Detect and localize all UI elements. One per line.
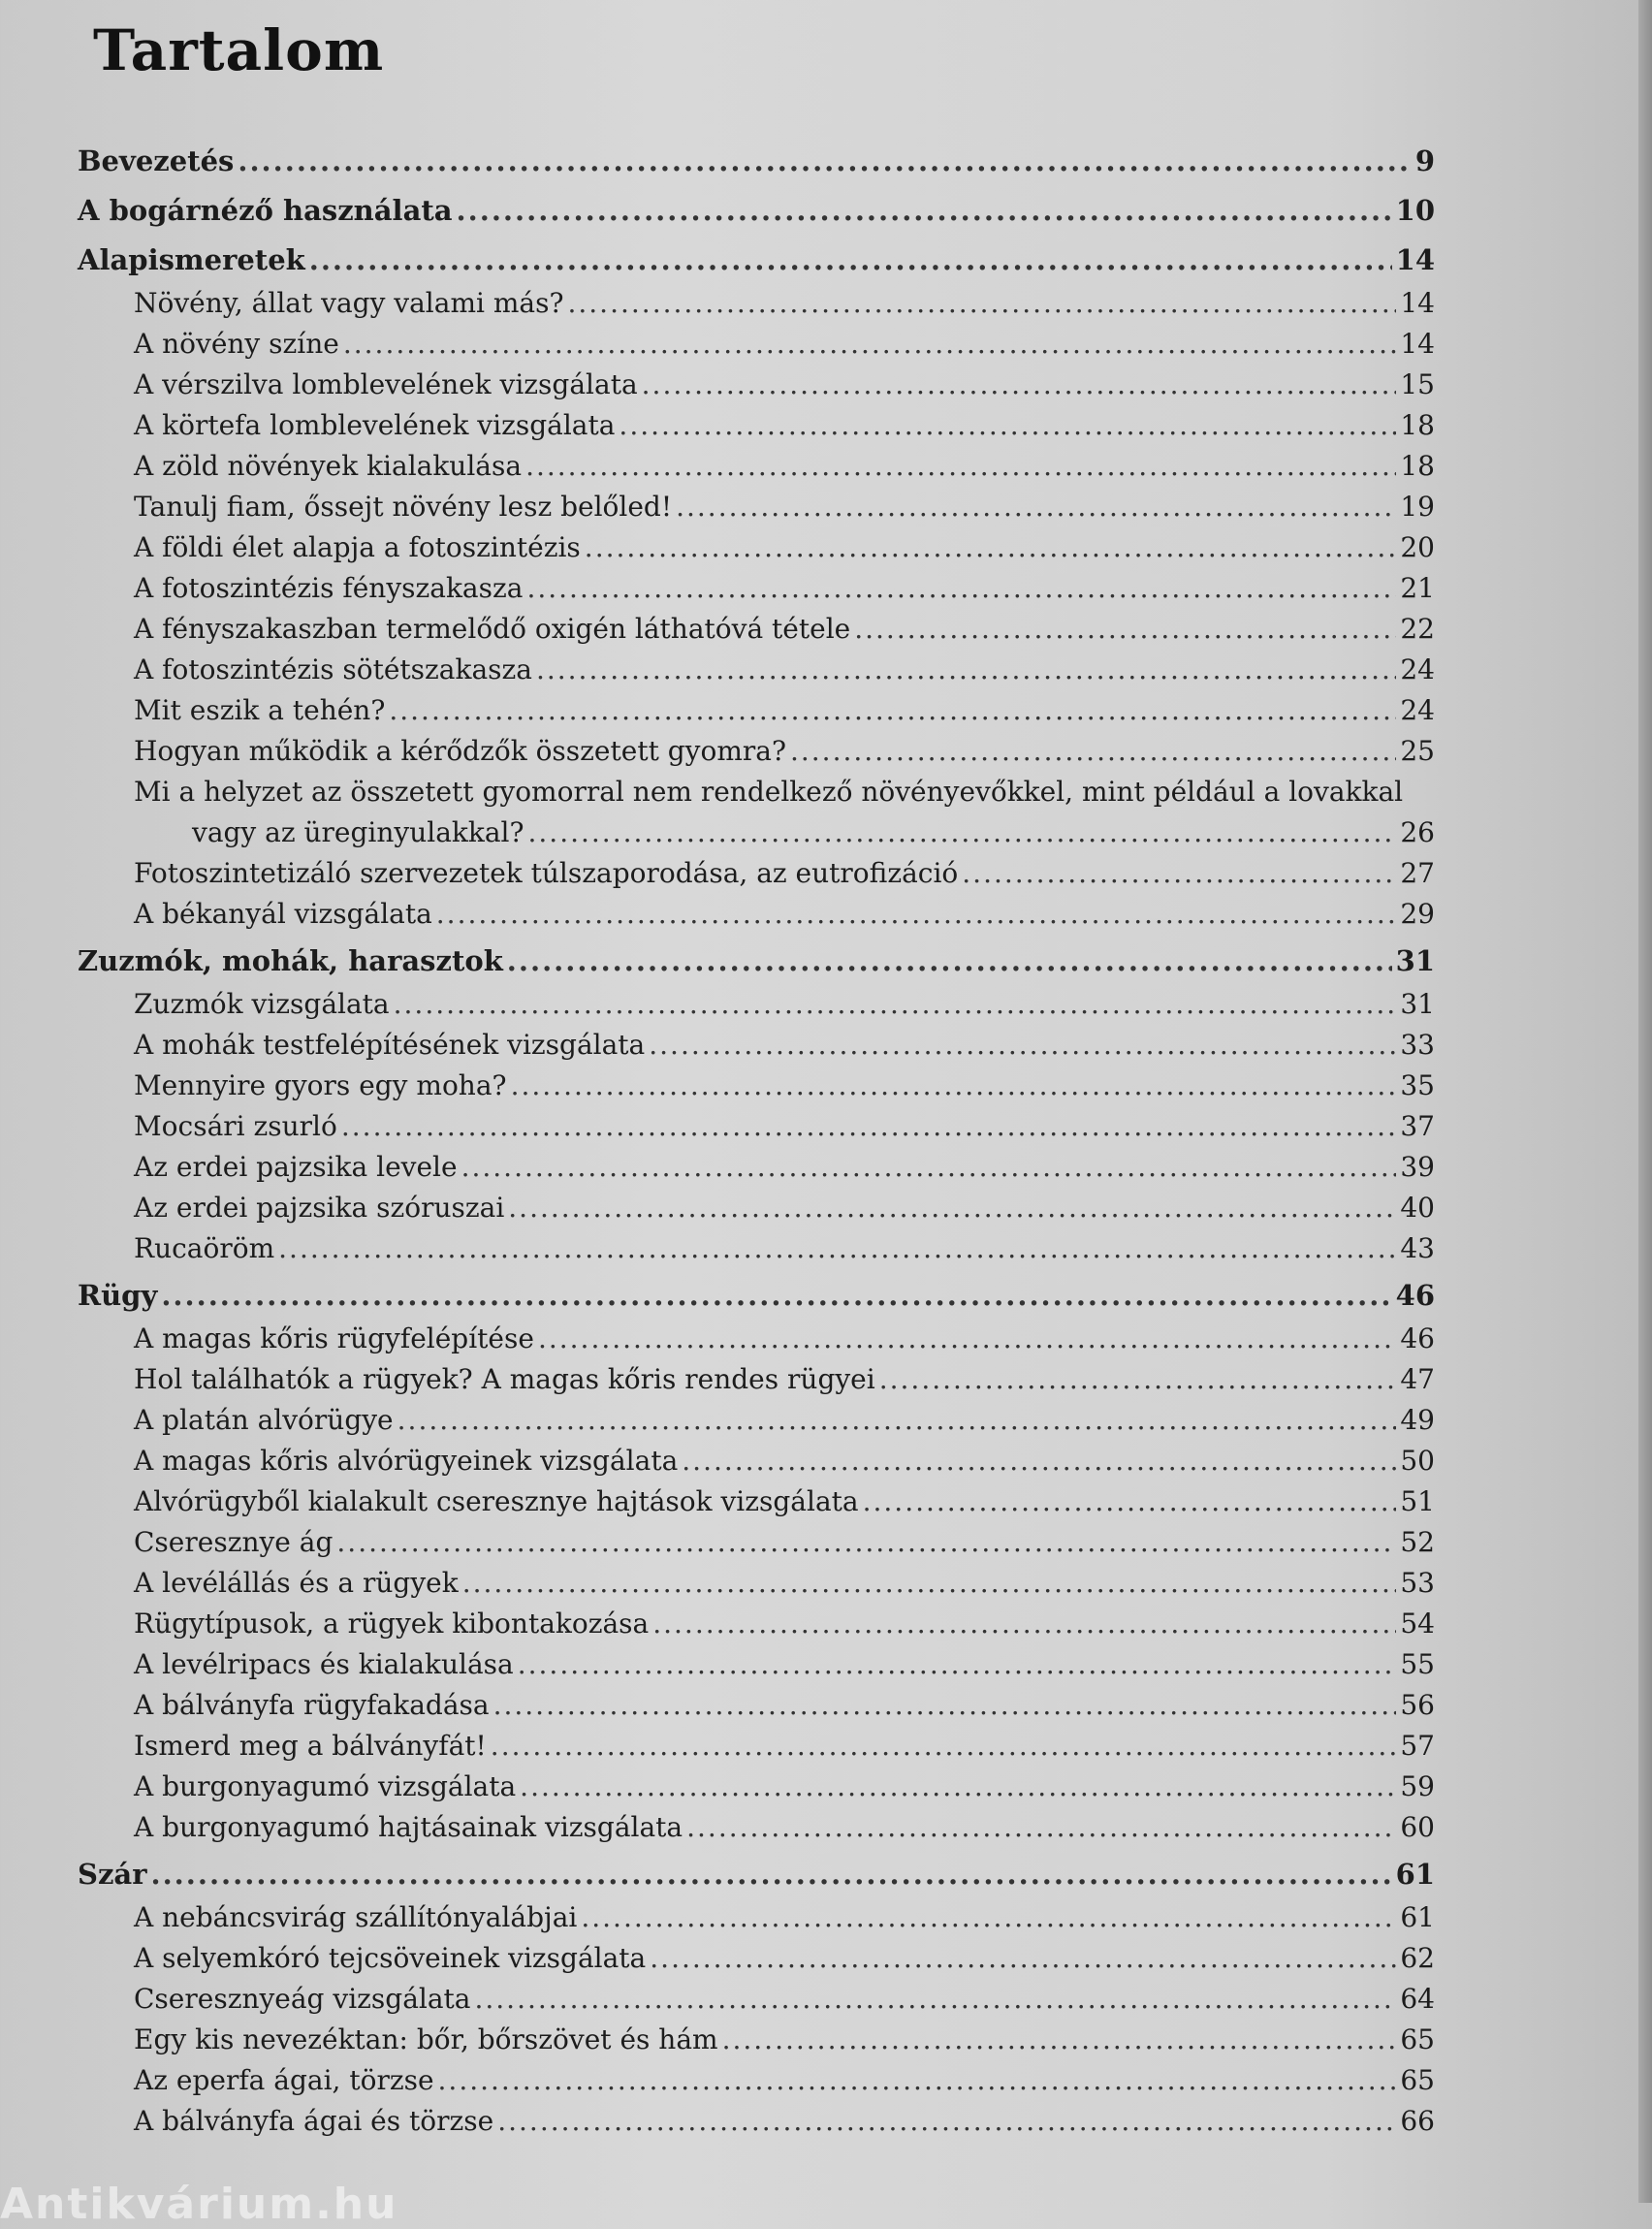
dot-leader <box>461 1148 1397 1187</box>
toc-page-number: 21 <box>1400 572 1435 604</box>
toc-entry-label: A nebáncsvirág szállítónyalábjai <box>134 1901 578 1933</box>
toc-entry-label: A bálványfa rügyfakadása <box>134 1689 490 1721</box>
dot-leader <box>528 813 1397 852</box>
toc-entry-label: A magas kőris alvórügyeinek vizsgálata <box>134 1445 679 1477</box>
toc-entry-label: Egy kis nevezéktan: bőr, bőrszövet és hám <box>134 2023 718 2055</box>
toc-page-number: 14 <box>1400 328 1435 360</box>
toc-page-number: 50 <box>1400 1445 1435 1477</box>
toc-entry-label: Rucaöröm <box>134 1232 275 1264</box>
toc-page-number: 18 <box>1400 409 1435 441</box>
toc-page-number: 66 <box>1400 2105 1435 2137</box>
toc-entry <box>78 406 1435 447</box>
toc-entry <box>78 1107 1435 1148</box>
toc-entry-label: Mit eszik a tehén? <box>134 694 386 726</box>
toc-entry-label: Az erdei pajzsika szóruszai <box>134 1192 505 1224</box>
toc-entry <box>78 1605 1435 1645</box>
dot-leader <box>567 284 1396 323</box>
toc-entry <box>78 985 1435 1026</box>
toc-entry-label: A fotoszintézis fényszakasza <box>134 572 524 604</box>
toc-page-number: 60 <box>1400 1811 1435 1843</box>
toc-page-number: 43 <box>1400 1232 1435 1264</box>
dot-leader <box>649 1026 1396 1065</box>
toc-section <box>78 1272 1435 1320</box>
toc-section-label: Bevezetés <box>78 144 235 177</box>
toc-entry-label: Ismerd meg a bálványfát! <box>134 1730 487 1762</box>
toc-page-number: 52 <box>1400 1526 1435 1558</box>
toc-entry-label: A körtefa lomblevelének vizsgálata <box>134 409 616 441</box>
toc-entry-label: Az eperfa ágai, törzse <box>134 2064 434 2096</box>
dot-leader <box>686 1808 1396 1847</box>
toc-entry <box>78 1980 1435 2021</box>
toc-entry <box>78 1808 1435 1849</box>
toc-entry-label: A fotoszintézis sötétszakasza <box>134 653 532 685</box>
dot-leader <box>682 1442 1396 1481</box>
toc-entry-label: Rügytípusok, a rügyek kibontakozása <box>134 1608 650 1640</box>
toc-page-number: 61 <box>1400 1901 1435 1933</box>
toc-entry-continuation <box>134 813 1435 854</box>
dot-leader <box>497 2102 1396 2141</box>
toc-entry-label: Hogyan működik a kérődzők összetett gyomra? <box>134 735 786 767</box>
toc-page-number: 59 <box>1400 1770 1435 1802</box>
dot-leader <box>343 325 1397 364</box>
toc-page-number: 57 <box>1400 1730 1435 1762</box>
toc-entry-multiline <box>78 773 1435 854</box>
toc-entry-label: Alvórügyből kialakult cseresznye hajtások vizsgálata <box>134 1485 859 1517</box>
dot-leader <box>474 1980 1396 2019</box>
toc-entry <box>78 1401 1435 1442</box>
toc-entry <box>78 325 1435 366</box>
toc-entry <box>78 2061 1435 2102</box>
dot-leader <box>491 1727 1397 1766</box>
dot-leader <box>397 1401 1397 1440</box>
page-title: Tartalom <box>93 17 385 83</box>
toc-entry <box>78 569 1435 610</box>
toc-section <box>78 938 1435 985</box>
toc-entry <box>78 1686 1435 1727</box>
toc-page-number: 65 <box>1400 2023 1435 2055</box>
toc-page-number: 31 <box>1400 988 1435 1020</box>
toc-entry <box>78 1767 1435 1808</box>
dot-leader <box>457 187 1392 235</box>
toc-section <box>78 138 1435 185</box>
toc-page-number: 47 <box>1400 1363 1435 1395</box>
toc-page-number: 61 <box>1395 1858 1435 1891</box>
toc-entry-label: Cseresznyeág vizsgálata <box>134 1983 471 2015</box>
toc-entry-label: Mennyire gyors egy moha? <box>134 1069 507 1101</box>
toc-entry <box>78 1026 1435 1067</box>
toc-entry <box>78 1148 1435 1189</box>
toc-entry-label-line2: vagy az üreginyulakkal? <box>192 816 524 848</box>
toc-entry <box>78 488 1435 528</box>
toc-page-number: 46 <box>1395 1279 1435 1312</box>
dot-leader <box>508 1189 1396 1227</box>
watermark: Antikvárium.hu <box>0 2180 398 2229</box>
toc-section <box>78 187 1435 235</box>
toc-entry <box>78 691 1435 732</box>
toc-entry-label: Növény, állat vagy valami más? <box>134 287 564 319</box>
toc-page-number: 25 <box>1400 735 1435 767</box>
dot-leader <box>863 1482 1397 1521</box>
toc-page-number: 24 <box>1400 653 1435 685</box>
toc-section <box>78 237 1435 284</box>
toc-entry-label: A burgonyagumó hajtásainak vizsgálata <box>134 1811 683 1843</box>
toc-entry <box>78 366 1435 406</box>
toc-page-number: 37 <box>1400 1110 1435 1142</box>
dot-leader <box>879 1360 1397 1399</box>
toc-entry <box>78 528 1435 569</box>
toc-entry <box>78 1523 1435 1564</box>
toc-entry <box>78 1727 1435 1767</box>
dot-leader <box>652 1605 1396 1643</box>
dot-leader <box>436 895 1397 934</box>
toc-page-number: 24 <box>1400 694 1435 726</box>
toc-entry <box>78 610 1435 651</box>
dot-leader <box>389 691 1396 730</box>
toc-entry <box>78 854 1435 895</box>
toc-entry <box>78 1189 1435 1229</box>
dot-leader <box>309 237 1392 284</box>
page-edge-shadow <box>1638 0 1652 2203</box>
toc-entry-label: A bálványfa ágai és törzse <box>134 2105 494 2137</box>
toc-entry-label: A burgonyagumó vizsgálata <box>134 1770 517 1802</box>
toc-section-label: Zuzmók, mohák, harasztok <box>78 944 503 977</box>
dot-leader <box>520 1767 1396 1806</box>
toc-entry-label: Mocsári zsurló <box>134 1110 337 1142</box>
toc-page-number: 40 <box>1400 1192 1435 1224</box>
toc-entry <box>78 1564 1435 1605</box>
toc-section-label: A bogárnéző használata <box>78 194 453 227</box>
dot-leader <box>525 447 1396 486</box>
toc-page-number: 19 <box>1400 491 1435 523</box>
toc-section-label: Rügy <box>78 1279 158 1312</box>
toc-page-number: 26 <box>1400 816 1435 848</box>
dot-leader <box>336 1523 1396 1562</box>
toc-page-number: 35 <box>1400 1069 1435 1101</box>
toc-page-number: 33 <box>1400 1029 1435 1061</box>
toc-page-number: 46 <box>1400 1322 1435 1354</box>
toc-section-label: Szár <box>78 1858 147 1891</box>
toc-entry <box>78 732 1435 773</box>
toc-section <box>78 1851 1435 1898</box>
dot-leader <box>341 1107 1396 1146</box>
dot-leader <box>526 569 1396 608</box>
dot-leader <box>150 1851 1391 1898</box>
dot-leader <box>722 2021 1397 2059</box>
toc-page-number: 62 <box>1400 1942 1435 1974</box>
toc-entry <box>78 1320 1435 1360</box>
toc-page-number: 14 <box>1395 243 1435 276</box>
toc-entry-label: A platán alvórügye <box>134 1404 394 1436</box>
toc-entry <box>78 1898 1435 1939</box>
dot-leader <box>536 651 1396 689</box>
toc-entry-label: A magas kőris rügyfelépítése <box>134 1322 534 1354</box>
toc-entry-label: A mohák testfelépítésének vizsgálata <box>134 1029 646 1061</box>
toc-page-number: 49 <box>1400 1404 1435 1436</box>
dot-leader <box>585 528 1397 567</box>
toc-entry-label: A békanyál vizsgálata <box>134 898 432 930</box>
dot-leader <box>438 2061 1397 2100</box>
toc-page-number: 53 <box>1400 1567 1435 1599</box>
table-of-contents <box>78 136 1435 2143</box>
toc-entry <box>78 651 1435 691</box>
toc-page-number: 39 <box>1400 1151 1435 1183</box>
toc-entry-label: Tanulj fiam, őssejt növény lesz belőled! <box>134 491 673 523</box>
dot-leader <box>511 1067 1397 1105</box>
toc-page-number: 51 <box>1400 1485 1435 1517</box>
dot-leader <box>493 1686 1397 1725</box>
toc-page-number: 9 <box>1414 144 1435 177</box>
toc-entry-label: Zuzmók vizsgálata <box>134 988 390 1020</box>
toc-entry <box>78 2021 1435 2061</box>
toc-entry-label: A selyemkóró tejcsöveinek vizsgálata <box>134 1942 647 1974</box>
toc-page-number: 55 <box>1400 1648 1435 1680</box>
dot-leader <box>642 366 1397 404</box>
toc-entry-label: A levélripacs és kialakulása <box>134 1648 514 1680</box>
dot-leader <box>619 406 1396 445</box>
toc-entry-label: A földi élet alapja a fotoszintézis <box>134 531 581 563</box>
toc-page-number: 15 <box>1400 368 1435 400</box>
toc-entry-label: A vérszilva lomblevelének vizsgálata <box>134 368 638 400</box>
dot-leader <box>507 938 1392 985</box>
toc-page-number: 27 <box>1400 857 1435 889</box>
toc-page-number: 65 <box>1400 2064 1435 2096</box>
toc-entry <box>78 284 1435 325</box>
toc-entry-label: A fényszakaszban termelődő oxigén láthatóvá tétele <box>134 613 851 645</box>
toc-page-number: 56 <box>1400 1689 1435 1721</box>
toc-page-number: 18 <box>1400 450 1435 482</box>
toc-entry-label: Cseresznye ág <box>134 1526 334 1558</box>
dot-leader <box>278 1229 1396 1268</box>
toc-entry <box>78 1645 1435 1686</box>
toc-entry-label: A zöld növények kialakulása <box>134 450 523 482</box>
dot-leader <box>462 1564 1397 1603</box>
toc-page-number: 54 <box>1400 1608 1435 1640</box>
toc-entry-label-line1: Mi a helyzet az összetett gyomorral nem rendelkező növényevőkkel, mint például a lovakkal <box>134 776 1404 808</box>
toc-entry <box>78 1067 1435 1107</box>
dot-leader <box>538 1320 1396 1358</box>
toc-page-number: 31 <box>1395 944 1435 977</box>
toc-page-number: 64 <box>1400 1983 1435 2015</box>
toc-entry <box>78 1482 1435 1523</box>
dot-leader <box>394 985 1397 1024</box>
dot-leader <box>518 1645 1397 1684</box>
dot-leader <box>962 854 1396 893</box>
toc-entry <box>78 1442 1435 1482</box>
toc-page-number: 10 <box>1395 194 1435 227</box>
toc-entry <box>78 2102 1435 2143</box>
dot-leader <box>854 610 1396 649</box>
toc-entry <box>78 1229 1435 1270</box>
dot-leader <box>790 732 1396 771</box>
toc-entry <box>78 1939 1435 1980</box>
dot-leader <box>161 1272 1391 1320</box>
dot-leader <box>581 1898 1396 1937</box>
toc-entry <box>78 895 1435 936</box>
dot-leader <box>238 138 1411 185</box>
dot-leader <box>676 488 1396 526</box>
toc-entry-label: Fotoszintetizáló szervezetek túlszaporodása, az eutrofizáció <box>134 857 959 889</box>
dot-leader <box>650 1939 1396 1978</box>
toc-page-number: 20 <box>1400 531 1435 563</box>
toc-entry-label: A növény színe <box>134 328 339 360</box>
toc-page-number: 14 <box>1400 287 1435 319</box>
toc-entry-label: Hol találhatók a rügyek? A magas kőris rendes rügyei <box>134 1363 875 1395</box>
toc-page-number: 22 <box>1400 613 1435 645</box>
toc-page-number: 29 <box>1400 898 1435 930</box>
toc-entry-label: Az erdei pajzsika levele <box>134 1151 458 1183</box>
toc-entry-label: A levélállás és a rügyek <box>134 1567 459 1599</box>
toc-section-label: Alapismeretek <box>78 243 305 276</box>
toc-entry <box>78 447 1435 488</box>
toc-entry <box>78 1360 1435 1401</box>
